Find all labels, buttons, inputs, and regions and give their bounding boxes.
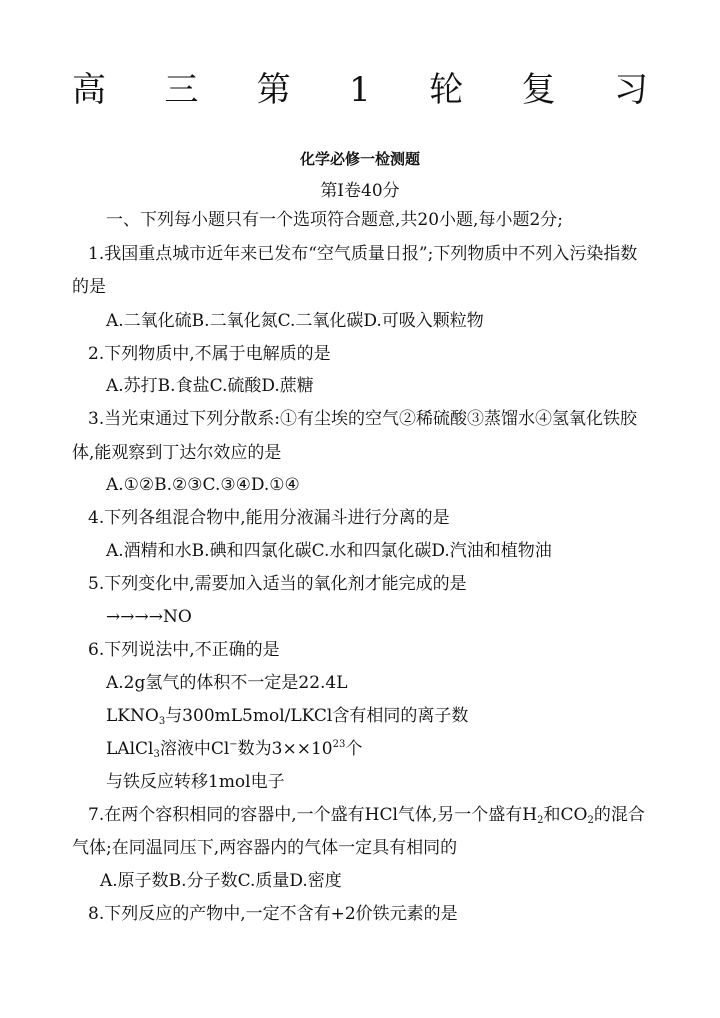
question-1-stem-cont: 的是: [72, 277, 106, 297]
question-1-stem: 1.我国重点城市近年来已发布“空气质量日报”;下列物质中不列入污染指数: [88, 244, 638, 264]
question-7-stem-cont: 气体;在同温同压下,两容器内的气体一定具有相同的: [72, 838, 458, 858]
title-char: 习: [613, 70, 648, 110]
title-char: 轮: [429, 70, 464, 110]
section-heading: 第Ⅰ卷40分: [320, 181, 400, 201]
instruction: 一、下列每小题只有一个选项符合题意,共20小题,每小题2分;: [106, 210, 563, 230]
title-char: 三: [164, 70, 199, 110]
subscript: 3: [153, 749, 160, 760]
question-5-stem: 5.下列变化中,需要加入适当的氧化剂才能完成的是: [88, 574, 467, 594]
stem-text: 7.在两个容积相同的容器中,一个盛有HCl气体,另一个盛有H: [88, 805, 538, 825]
question-6-stem: 6.下列说法中,不正确的是: [88, 640, 280, 660]
question-3-stem: 3.当光束通过下列分散系:①有尘埃的空气②稀硫酸③蒸馏水④氢氧化铁胶: [88, 409, 637, 429]
formula-text: 个: [345, 739, 363, 759]
question-3-options: A.①②B.②③C.③④D.①④: [106, 475, 300, 495]
question-4-options: A.酒精和水B.碘和四氯化碳C.水和四氯化碳D.汽油和植物油: [106, 541, 552, 561]
superscript: 23: [332, 739, 346, 750]
page-title: [72, 70, 648, 110]
question-4-stem: 4.下列各组混合物中,能用分液漏斗进行分离的是: [88, 508, 450, 528]
superscript: −: [229, 739, 238, 750]
title-char: 高: [72, 70, 106, 110]
question-7-stem: [88, 804, 645, 826]
formula-text: LKNO: [106, 706, 159, 726]
formula-text: 与300mL5mol/LKCl含有相同的离子数: [165, 706, 469, 726]
question-2-stem: 2.下列物质中,不属于电解质的是: [88, 344, 331, 364]
subscript: 3: [158, 716, 166, 727]
question-2-options: A.苏打B.食盐C.硫酸D.蔗糖: [106, 376, 314, 396]
question-7-options: A.原子数B.分子数C.质量D.密度: [100, 871, 342, 891]
title-char: 第: [256, 70, 291, 110]
question-6-option-d: 与铁反应转移1mol电子: [106, 772, 285, 792]
question-6-option-b: [106, 705, 468, 727]
title-char: 复: [521, 70, 556, 110]
question-5-options: →→→→NO: [106, 607, 192, 627]
formula-text: 溶液中Cl: [159, 739, 230, 759]
question-6-option-a: A.2g氢气的体积不一定是22.4L: [106, 673, 348, 693]
subscript: 2: [537, 815, 544, 826]
stem-text: 的混合: [593, 805, 645, 825]
question-8-stem: 8.下列反应的产物中,一定不含有+2价铁元素的是: [88, 904, 458, 924]
question-3-stem-cont: 体,能观察到丁达尔效应的是: [72, 443, 282, 463]
question-6-option-c: [106, 738, 362, 760]
formula-text: LAlCl: [106, 739, 154, 759]
title-char: 1: [349, 70, 371, 110]
subtitle: 化学必修一检测题: [299, 150, 420, 168]
question-1-options: A.二氧化硫B.二氧化氮C.二氧化碳D.可吸入颗粒物: [106, 311, 484, 331]
stem-text: 和CO: [543, 805, 588, 825]
formula-text: 数为3××10: [237, 739, 333, 759]
subscript: 2: [587, 815, 594, 826]
